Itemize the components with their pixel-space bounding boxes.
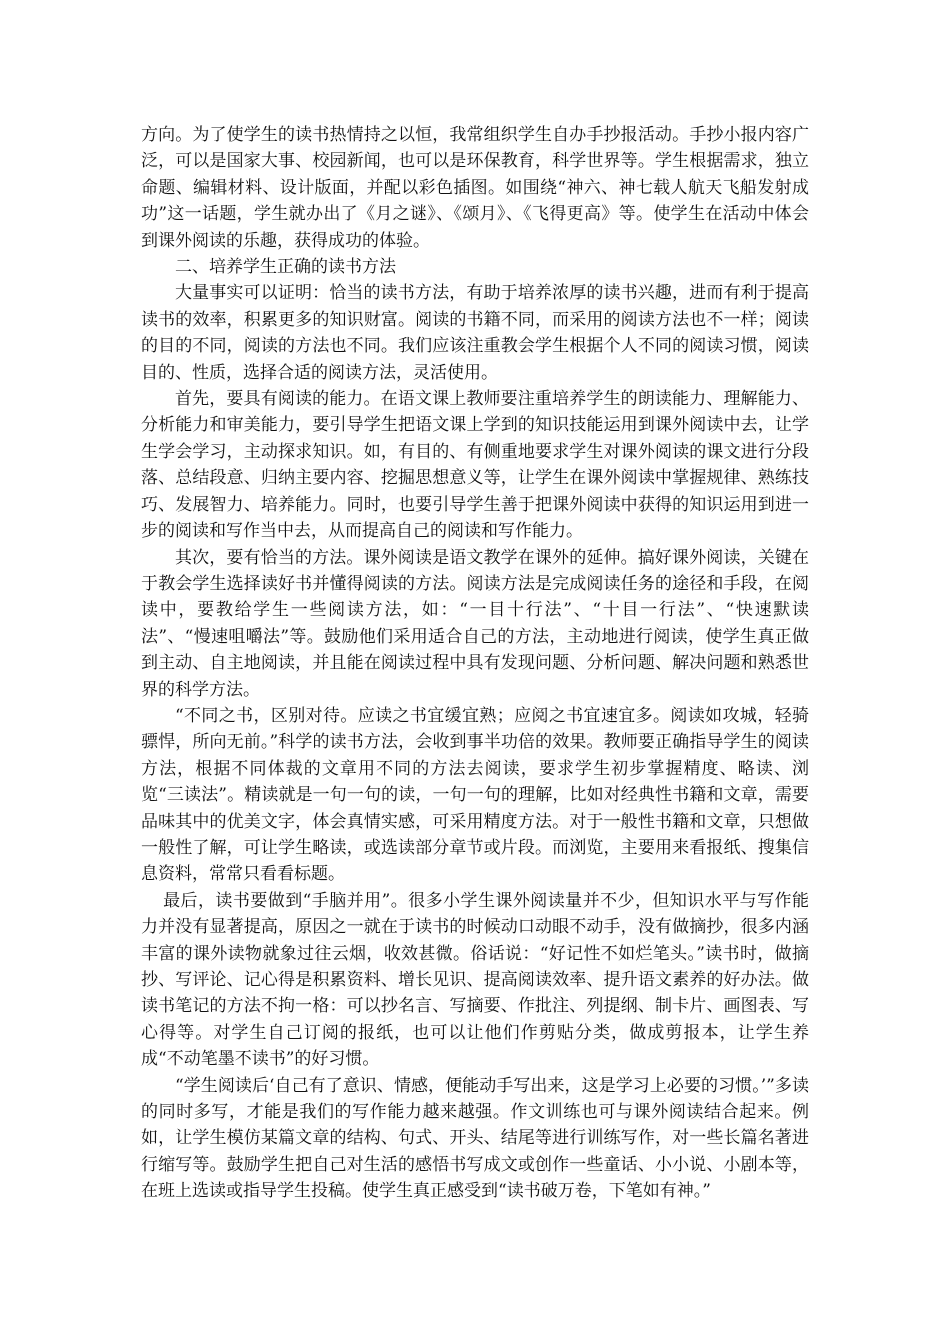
paragraph: 其次，要有恰当的方法。课外阅读是语文教学在课外的延伸。搞好课外阅读，关键在于教会学生选择读好书并懂得阅读的方法。阅读方法是完成阅读任务的途径和手段，在阅读中，要教给学生一些阅读方法，如：“一目十行法”、“十目一行法”、“快速默读法”、“慢速咀嚼法”等。鼓励他们采用适合自己的方法，主动地进行阅读，使学生真正做到主动、自主地阅读，并且能在阅读过程中具有发现问题、分析问题、解决问题和熟悉世界的科学方法。	[141, 547, 809, 700]
paragraph: “不同之书，区别对待。应读之书宜缓宜熟；应阅之书宜速宜多。阅读如攻城，轻骑骠悍，所向无前。”科学的读书方法，会收到事半功倍的效果。教师要正确指导学生的阅读方法，根据不同体裁的文章用不同的方法去阅读，要求学生初步掌握精度、略读、浏览“三读法”。精读就是一句一句的读，一句一句的理解，比如对经典性书籍和文章，需要品味其中的优美文字，体会真情实感，可采用精度方法。对于一般性书籍和文章，只想做一般性了解，可让学生略读，或选读部分章节或片段。而浏览，主要用来看报纸、搜集信息资料，常常只看看标题。	[141, 705, 809, 885]
paragraph: 首先，要具有阅读的能力。在语文课上教师要注重培养学生的朗读能力、理解能力、分析能力和审美能力，要引导学生把语文课上学到的知识技能运用到课外阅读中去，让学生学会学习，主动探求知识。如，有目的、有侧重地要求学生对课外阅读的课文进行分段落、总结段意、归纳主要内容、挖掘思想意义等，让学生在课外阅读中掌握规律、熟练技巧、发展智力、培养能力。同时，也要引导学生善于把课外阅读中获得的知识运用到进一步的阅读和写作当中去，从而提高自己的阅读和写作能力。	[141, 389, 809, 542]
paragraph: 大量事实可以证明：恰当的读书方法，有助于培养浓厚的读书兴趣，进而有利于提高读书的效率，积累更多的知识财富。阅读的书籍不同，而采用的阅读方法也不一样；阅读的目的不同，阅读的方法也不同。我们应该注重教会学生根据个人不同的阅读习惯，阅读目的、性质，选择合适的阅读方法，灵活使用。	[141, 283, 809, 383]
paragraph-continued: 方向。为了使学生的读书热情持之以恒，我常组织学生自办手抄报活动。手抄小报内容广泛，可以是国家大事、校园新闻，也可以是环保教育，科学世界等。学生根据需求，独立命题、编辑材料、设计版面，并配以彩色插图。如围绕“神六、神七载人航天飞船发射成功”这一话题，学生就办出了《月之谜》、《颂月》、《飞得更高》等。使学生在活动中体会到课外阅读的乐趣，获得成功的体验。	[141, 125, 809, 251]
paragraph: 最后，读书要做到“手脑并用”。很多小学生课外阅读量并不少，但知识水平与写作能力并没有显著提高，原因之一就在于读书的时候动口动眼不动手，没有做摘抄，很多内涵丰富的课外读物就象过往云烟，收效甚微。俗话说：“好记性不如烂笔头。”读书时，做摘抄、写评论、记心得是积累资料、增长见识、提高阅读效率、提升语文素养的好办法。做读书笔记的方法不拘一格：可以抄名言、写摘要、作批注、列提纲、制卡片、画图表、写心得等。对学生自己订阅的报纸，也可以让他们作剪贴分类，做成剪报本，让学生养成“不动笔墨不读书”的好习惯。	[141, 890, 809, 1070]
document-body	[141, 122, 809, 1205]
paragraph: “学生阅读后‘自己有了意识、情感，便能动手写出来，这是学习上必要的习惯。’”多读的同时多写，才能是我们的写作能力越来越强。作文训练也可与课外阅读结合起来。例如，让学生模仿某篇文章的结构、句式、开头、结尾等进行训练写作，对一些长篇名著进行缩写等。鼓励学生把自己对生活的感悟书写成文或创作一些童话、小小说、小剧本等，在班上选读或指导学生投稿。使学生真正感受到“读书破万卷，下笔如有神。”	[141, 1075, 809, 1202]
section-heading: 二、培养学生正确的读书方法	[175, 257, 396, 278]
